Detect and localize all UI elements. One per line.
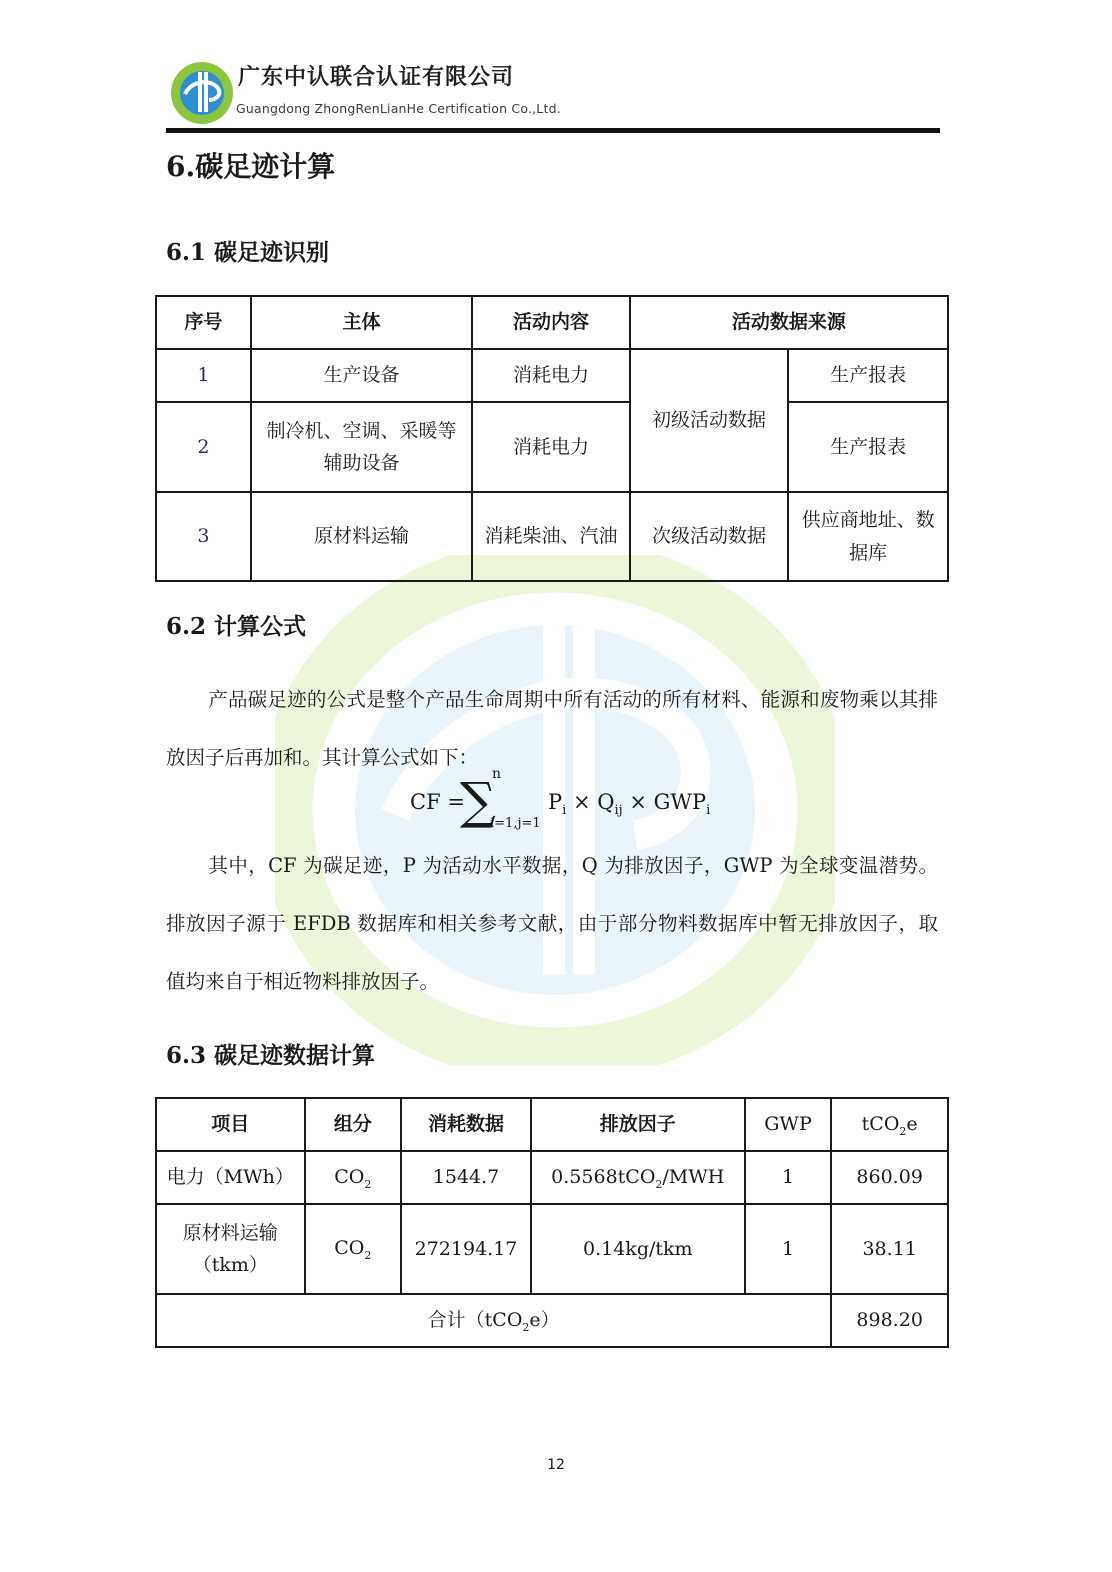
component-cell: $CO_2$ [305,1204,402,1294]
row-number: 2 [156,402,251,492]
subsection-title-identification: 6.1 碳足迹识别 [166,239,330,266]
carbon-identification-table [155,295,949,582]
header-cell: 主体 [251,296,472,349]
page-number: 12 [547,1457,565,1473]
subject-cell: 生产设备 [251,349,472,402]
header-cell: 项目 [156,1098,305,1151]
emission-cell: 860.09 [831,1151,948,1204]
header-cell: 活动内容 [472,296,630,349]
table-row [156,1204,948,1294]
subject-cell: 制冷机、空调、采暖等辅助设备 [251,402,472,492]
subject-cell: 原材料运输 [251,492,472,581]
subsection-title-calculation: 6.3 碳足迹数据计算 [166,1042,376,1069]
factor-cell: 0.14kg/tkm [531,1204,745,1294]
header-divider [166,128,940,133]
header-cell: tCO$_2$e [831,1098,948,1151]
consumption-cell: 272194.17 [401,1204,531,1294]
table-header-row [156,296,948,349]
table-header-row [156,1098,948,1151]
gwp-cell: 1 [745,1151,832,1204]
table-total-row [156,1294,948,1347]
formula-lhs: CF = [410,790,465,814]
header-cell: 排放因子 [531,1098,745,1151]
source-cell: 生产报表 [788,402,948,492]
item-cell: 原材料运输（tkm） [156,1204,305,1294]
header-cell: 组分 [305,1098,402,1151]
sigma-symbol: ∑ [460,772,496,830]
cf-formula [410,766,730,842]
source-level-cell: 次级活动数据 [630,492,789,581]
company-logo-icon [169,60,235,126]
table-row [156,402,948,492]
row-number: 3 [156,492,251,581]
formula-rhs: $P_i \times Q_{ij} \times GWP_i$ [548,790,711,819]
section-title: 6.碳足迹计算 [166,150,336,183]
formula-explanation-paragraph: 其中，CF 为碳足迹，P 为活动水平数据，Q 为排放因子，GWP 为全球变温潜势。排放因子源于 EFDB 数据库和相关参考文献，由于部分物料数据库中暂无排放因子，取值均来自于相近物料排放因子。 [166,854,938,993]
sum-lower-bound: i=1,j=1 [490,816,541,831]
carbon-calculation-table [155,1097,949,1348]
component-cell: $CO_2$ [305,1151,402,1204]
table-row [156,349,948,402]
header-cell: 序号 [156,296,251,349]
activity-cell: 消耗柴油、汽油 [472,492,630,581]
gwp-cell: 1 [745,1204,832,1294]
activity-cell: 消耗电力 [472,402,630,492]
table-row [156,1151,948,1204]
header-cell: 活动数据来源 [630,296,948,349]
item-cell: 电力（MWh） [156,1151,305,1204]
factor-cell: 0.5568tCO$_2$/MWH [531,1151,745,1204]
source-cell: 供应商地址、数据库 [788,492,948,581]
emission-cell: 38.11 [831,1204,948,1294]
header-cell: GWP [745,1098,832,1151]
activity-cell: 消耗电力 [472,349,630,402]
sum-upper-bound: n [492,766,502,782]
formula-intro-paragraph: 产品碳足迹的公式是整个产品生命周期中所有活动的所有材料、能源和废物乘以其排放因子后再加和。其计算公式如下： [166,688,938,769]
company-name-cn: 广东中认联合认证有限公司 [238,65,515,90]
consumption-cell: 1544.7 [401,1151,531,1204]
table-row [156,492,948,581]
row-number: 1 [156,349,251,402]
subsection-title-formula: 6.2 计算公式 [166,613,307,640]
source-cell: 生产报表 [788,349,948,402]
company-name-en: Guangdong ZhongRenLianHe Certification Co.,Ltd. [236,101,561,116]
source-level-cell: 初级活动数据 [630,349,789,492]
total-label-cell: 合计（tCO$_2$e） [156,1294,831,1347]
header-cell: 消耗数据 [401,1098,531,1151]
total-value-cell: 898.20 [831,1294,948,1347]
